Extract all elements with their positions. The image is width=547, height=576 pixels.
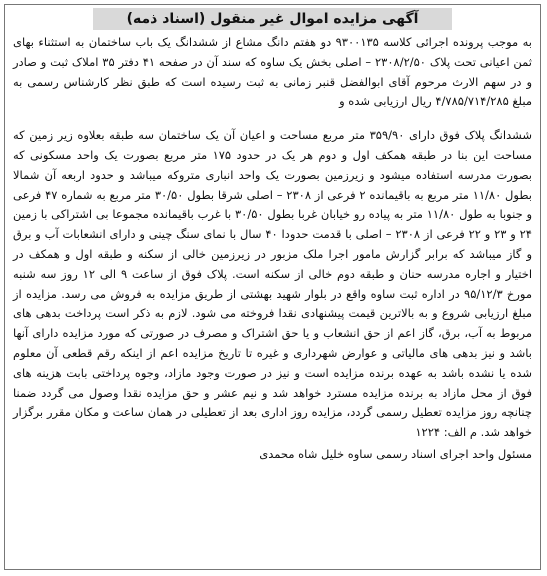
signature-line: مسئول واحد اجرای اسناد رسمی ساوه خلیل شاه محمدی: [259, 446, 532, 461]
notice-title: آگهی مزایده اموال غیر منقول (اسناد ذمه): [93, 8, 453, 30]
property-description-paragraph: ششدانگ پلاک فوق دارای ۳۵۹/۹۰ متر مربع مساحت و اعیان آن یک ساختمان سه طبقه بعلاوه زیر زمین که مساحت این بنا در طبقه همکف اول و دوم هر یک در حدود ۱۷۵ متر مربع بصورت یک واحد مسکونی که بصورت مدرسه استفاده میشود و زیرزمین بصورت یک واحد انباری متروکه میباشد و حدود اربعه آن شمالا بطول ۱۱/۸۰ متر مربع به باقیمانده ۲ فرعی از ۲۳۰۸ – اصلی شرقا بطول ۳۰/۵۰ متر مربع به شماره ۴۷ فرعی و جنوبا به طول ۱۱/۸۰ متر به پیاده رو خیابان غربا بطول ۳۰/۵۰ با غرب باقیمانده مجموعا بی اشتراکی با زمین ۲۴ و ۲۳ و ۲۲ فرعی از ۲۳۰۸ – اصلی با قدمت حدودا ۴۰ سال با نمای سنگ چینی و دارای انشعابات آب و برق و گاز میباشد که برابر گزارش مامور اجرا ملک مزبور در زیرزمین خالی از سکنه و طبقه اول و همکف در اختیار و اجاره مدرسه حنان و طبقه دوم خالی از سکنه است. پلاک فوق از ساعت ۹ الی ۱۲ روز سه شنبه مورخ ۹۵/۱۲/۳ در اداره ثبت ساوه واقع در بلوار شهید بهشتی از طریق مزایده به فروش می رسد. مزایده از مبلغ ارزیابی شروع و به بالاترین قیمت پیشنهادی نقدا فروخته می شود. لازم به ذکر است پرداخت بدهی های مربوط به آب، برق، گاز اعم از حق انشعاب و یا حق اشتراک و مصرف در صورتی که مورد مزایده دارای آنها باشد و نیز بدهی های مالیاتی و عوارض شهرداری و غیره تا تاریخ مزایده اعم از اینکه رقم قطعی آن معلوم شده یا نشده باشد به عهده برنده مزایده است و نیز در صورت وجود مازاد، وجوه پرداختی بابت هزینه های فوق از محل مازاد به برنده مزایده مسترد خواهد شد و نیم عشر و حق مزایده نقدا وصول می گردد ضمنا چنانچه روز مزایده تعطیل رسمی گردد، مزایده روز اداری بعد از تعطیلی در همان ساعت و مکان مقرر برگزار خواهد شد. م الف: ۱۲۲۴: [13, 128, 533, 440]
intro-paragraph: به موجب پرونده اجرائی کلاسه ۹۳۰۰۱۳۵ دو هفتم دانگ مشاع از ششدانگ یک باب ساختمان به استثناء بهای ثمن اعیانی تحت پلاک ۲۳۰۸/۲/۵۰ – اصلی بخش یک ساوه که سند آن در صفحه ۴۱ دفتر ۳۵ املاک ثبت و صادر و در سهم الارث مرحوم آقای ابوالفضل قنبر زمانی به ثبت رسیده است که طبق نظر کارشناس رسمی به مبلغ ۴/۷۸۵/۷۱۴/۲۸۵ ریال ارزیابی شده و: [13, 35, 533, 109]
auction-notice: [4, 4, 541, 570]
title-bar: [5, 7, 540, 31]
